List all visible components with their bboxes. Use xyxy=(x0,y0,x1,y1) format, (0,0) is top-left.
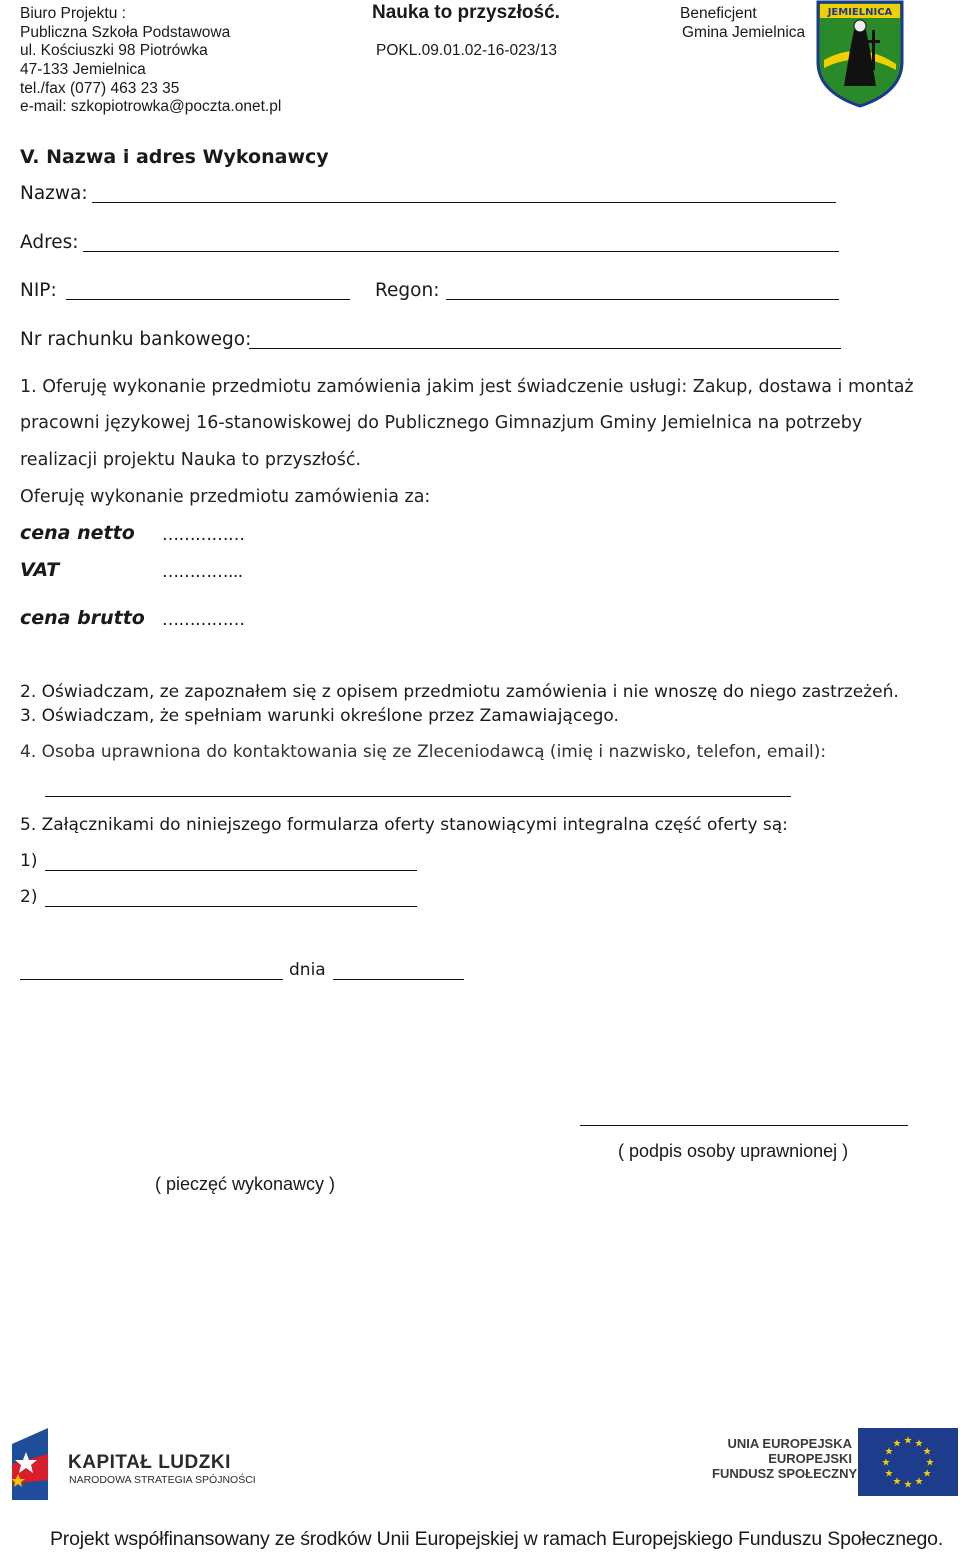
place-field-line[interactable] xyxy=(20,979,283,980)
signature-line[interactable] xyxy=(580,1125,908,1126)
kapital-ludzki-logo xyxy=(4,1424,256,1504)
attachment-2-line[interactable] xyxy=(45,906,417,907)
svg-text:JEMIELNICA: JEMIELNICA xyxy=(827,7,893,18)
eu-line-3: FUNDUSZ SPOŁECZNY xyxy=(712,1466,858,1481)
office-email: e-mail: szkopiotrowka@poczta.onet.pl xyxy=(20,98,282,115)
office-line: 47-133 Jemielnica xyxy=(20,61,146,78)
statement-4: 4. Osoba uprawniona do kontaktowania się ze Zleceniodawcą (imię i nazwisko, telefon, email): xyxy=(20,742,827,762)
eu-star-icon: ★ xyxy=(922,1468,932,1480)
date-label: dnia xyxy=(289,960,326,980)
eu-star-icon: ★ xyxy=(884,1446,894,1458)
eu-star-icon: ★ xyxy=(925,1457,935,1469)
eu-star-icon: ★ xyxy=(884,1468,894,1480)
bank-field-line[interactable] xyxy=(249,348,841,349)
project-code: POKL.09.01.02-16-023/13 xyxy=(376,42,557,59)
price-vat-value[interactable]: …………... xyxy=(162,562,243,582)
jemielnica-crest-logo xyxy=(814,0,906,108)
office-line: Publiczna Szkoła Podstawowa xyxy=(20,24,231,41)
office-line: ul. Kościuszki 98 Piotrówka xyxy=(20,42,208,59)
attachment-1-label: 1) xyxy=(20,851,38,871)
eu-star-icon: ★ xyxy=(892,1476,902,1488)
kapital-ludzki-emblem xyxy=(4,1424,64,1504)
eu-star-icon: ★ xyxy=(914,1476,924,1488)
statement-2: 2. Oświadczam, ze zapoznałem się z opisem przedmiotu zamówienia i nie wnoszę do niego zastrzeżeń. xyxy=(20,682,899,702)
eu-fund-text xyxy=(712,1436,858,1488)
name-label: Nazwa: xyxy=(20,183,88,204)
attachment-2-label: 2) xyxy=(20,887,38,907)
signature-caption: ( podpis osoby uprawnionej ) xyxy=(618,1141,849,1161)
beneficiary-label: Beneficjent xyxy=(680,5,757,22)
eu-line-1: UNIA EUROPEJSKA xyxy=(727,1436,852,1451)
office-line: tel./fax (077) 463 23 35 xyxy=(20,80,180,97)
footer-note: Projekt współfinansowany ze środków Unii Europejskiej w ramach Europejskiego Funduszu Społecznego. xyxy=(50,1528,944,1550)
regon-field-line[interactable] xyxy=(446,299,839,300)
address-label: Adres: xyxy=(20,232,79,253)
price-net-value[interactable]: …………… xyxy=(162,525,245,545)
price-net-label: cena netto xyxy=(20,522,135,544)
attachment-1-line[interactable] xyxy=(45,870,417,871)
section-title: V. Nazwa i adres Wykonawcy xyxy=(20,146,329,168)
date-field-line[interactable] xyxy=(333,979,464,980)
bank-label: Nr rachunku bankowego: xyxy=(20,329,252,350)
statement-5: 5. Załącznikami do niniejszego formularza oferty stanowiącymi integralna część oferty są: xyxy=(20,815,788,835)
contact-field-line[interactable] xyxy=(45,796,791,797)
office-line: Biuro Projektu : xyxy=(20,5,126,22)
eu-star-icon: ★ xyxy=(922,1446,932,1458)
regon-label: Regon: xyxy=(375,280,440,301)
kapital-ludzki-subtitle: NARODOWA STRATEGIA SPÓJNOŚCI xyxy=(69,1474,256,1486)
project-title: Nauka to przyszłość. xyxy=(372,2,560,23)
name-field-line[interactable] xyxy=(92,202,836,203)
eu-flag-icon xyxy=(858,1428,958,1496)
eu-star-icon: ★ xyxy=(903,1435,913,1447)
eu-star-icon: ★ xyxy=(914,1438,924,1450)
eu-star-icon: ★ xyxy=(892,1438,902,1450)
address-field-line[interactable] xyxy=(83,251,839,252)
beneficiary-name: Gmina Jemielnica xyxy=(682,24,806,41)
offer-paragraph-line: 1. Oferuję wykonanie przedmiotu zamówienia jakim jest świadczenie usługi: Zakup, dostawa i montaż xyxy=(20,377,914,397)
statement-3: 3. Oświadczam, że spełniam warunki określone przez Zamawiającego. xyxy=(20,706,619,726)
price-vat-label: VAT xyxy=(20,559,60,581)
price-gross-value[interactable]: …………… xyxy=(162,610,245,630)
price-gross-label: cena brutto xyxy=(20,607,145,629)
nip-label: NIP: xyxy=(20,280,57,301)
offer-paragraph-line: pracowni językowej 16-stanowiskowej do Publicznego Gimnazjum Gminy Jemielnica na potrzeby xyxy=(20,413,863,433)
kapital-ludzki-title: KAPITAŁ LUDZKI xyxy=(68,1452,231,1473)
offer-paragraph-line: realizacji projektu Nauka to przyszłość. xyxy=(20,450,362,470)
eu-star-icon: ★ xyxy=(881,1457,891,1469)
eu-line-2: EUROPEJSKI xyxy=(768,1451,852,1466)
eu-star-icon: ★ xyxy=(903,1479,913,1491)
price-intro: Oferuję wykonanie przedmiotu zamówienia za: xyxy=(20,487,431,507)
stamp-caption: ( pieczęć wykonawcy ) xyxy=(155,1174,336,1194)
nip-field-line[interactable] xyxy=(66,299,350,300)
